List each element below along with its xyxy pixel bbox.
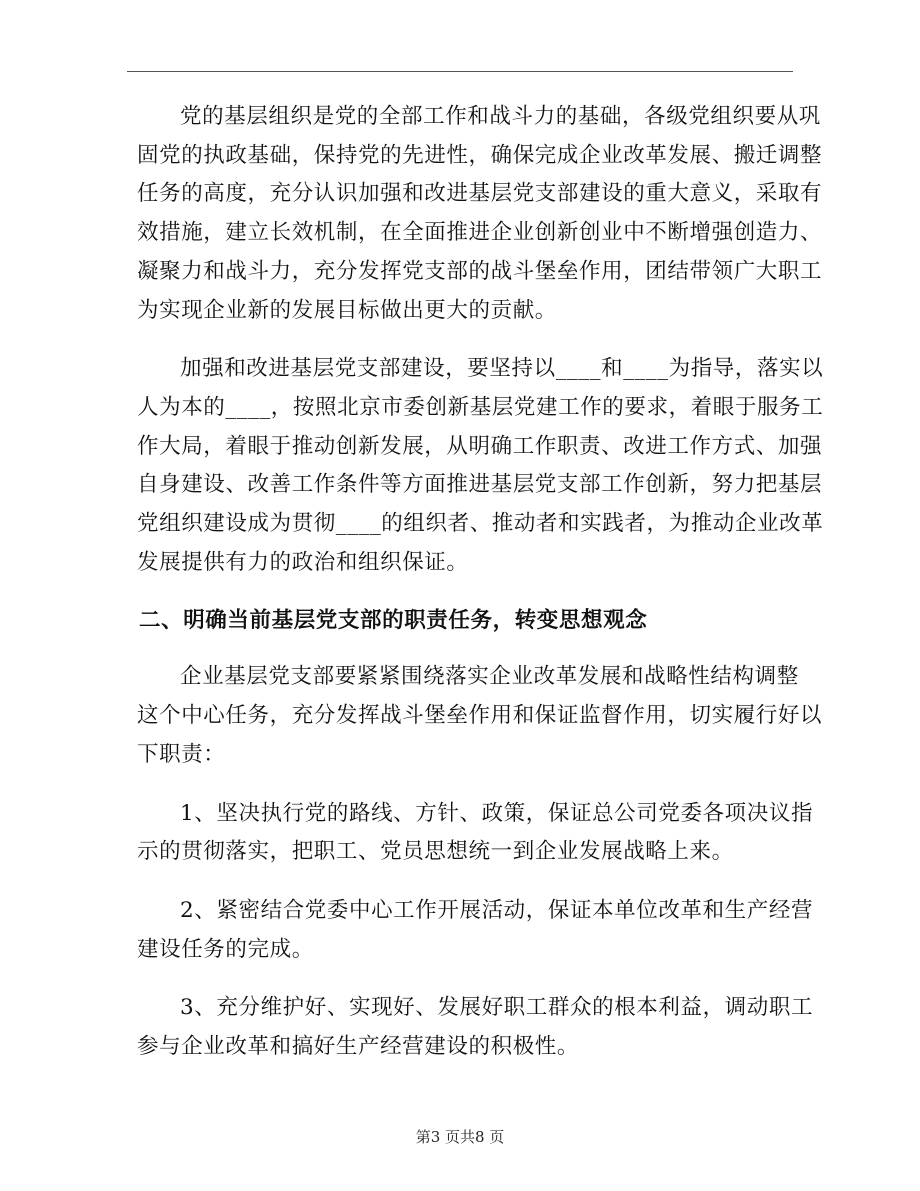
text-line: 企业基层党支部要紧紧围绕落实企业改革发展和战略性结构调整 [180,664,799,690]
text-line: 人为本的____，按照北京市委创新基层党建工作的要求，着眼于服务工 [137,394,824,420]
text-line: 党的基层组织是党的全部工作和战斗力的基础，各级党组织要从巩 [180,104,821,129]
text-line: 为实现企业新的发展目标做出更大的贡献。 [137,297,557,323]
text-line: 作大局，着眼于推动创新发展，从明确工作职责、改进工作方式、加强 [137,433,823,459]
text-line: 建设任务的完成。 [137,936,314,962]
page-number: 第3 页共8 页 [415,1128,505,1146]
section-heading: 二、明确当前基层党支部的职责任务，转变思想观念 [139,608,648,634]
text-line: 下职责： [137,741,226,767]
text-line: 发展提供有力的政治和组织保证。 [137,549,469,575]
text-line: 2、紧密结合党委中心工作开展活动，保证本单位改革和生产经营 [180,897,814,923]
text-line: 任务的高度，充分认识加强和改进基层党支部建设的重大意义，采取有 [137,181,823,207]
text-line: 党组织建设成为贯彻____的组织者、推动者和实践者，为推动企业改革 [137,511,824,537]
list-item-2 [137,892,814,969]
list-item-1 [137,795,814,872]
text-line: 凝聚力和战斗力，充分发挥党支部的战斗堡垒作用，团结带领广大职工 [137,258,823,284]
text-line: 自身建设、改善工作条件等方面推进基层党支部工作创新，努力把基层 [137,472,823,498]
text-line: 1、坚决执行党的路线、方针、政策，保证总公司党委各项决议指 [180,800,814,826]
text-line: 3、充分维护好、实现好、发展好职工群众的根本利益，调动职工 [180,995,814,1021]
text-line: 参与企业改革和搞好生产经营建设的积极性。 [137,1034,580,1060]
document-body [137,98,824,1067]
text-line: 这个中心任务，充分发挥战斗堡垒作用和保证监督作用，切实履行好以 [137,703,823,729]
list-item-3 [137,989,814,1066]
header-rule [127,71,793,72]
text-line: 示的贯彻落实，把职工、党员思想统一到企业发展战略上来。 [137,839,734,865]
paragraph-duties-intro [137,658,823,774]
text-line: 固党的执政基础，保持党的先进性，确保完成企业改革发展、搬迁调整 [137,142,823,168]
paragraph-guidance [137,350,824,582]
text-line: 加强和改进基层党支部建设，要坚持以____和____为指导，落实以 [180,356,824,382]
text-line: 效措施，建立长效机制，在全面推进企业创新创业中不断增强创造力、 [137,220,823,246]
paragraph-intro [137,98,823,330]
